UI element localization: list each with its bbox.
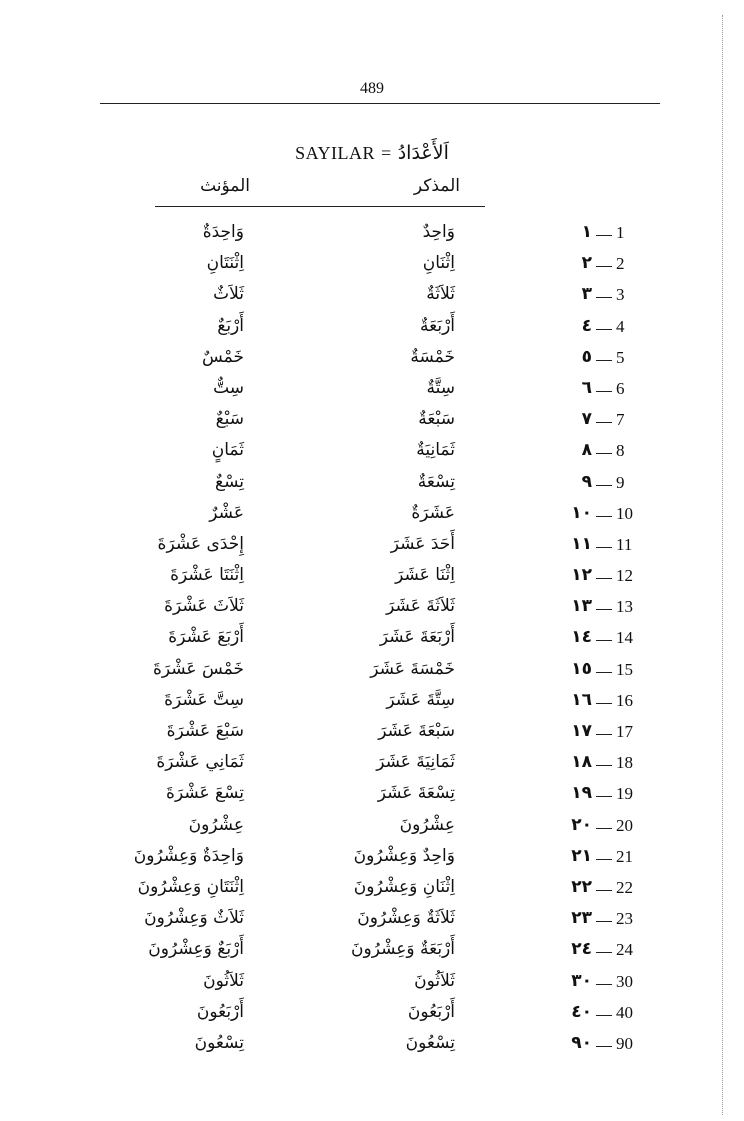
arabic-numeral: ٦ <box>581 377 592 398</box>
table-row <box>0 407 744 438</box>
table-row <box>0 688 744 719</box>
masculine-cell: ثَمَانِيَةَ عَشَرَ <box>376 752 455 773</box>
table-row <box>0 376 744 407</box>
feminine-cell: اِثْنَتَانِ وَعِشْرُونَ <box>137 876 244 897</box>
arabic-numeral: ٨ <box>581 440 592 461</box>
column-header-rule <box>155 206 485 207</box>
latin-numeral: 5 <box>616 347 625 367</box>
dash-separator <box>596 297 612 298</box>
table-row <box>0 719 744 750</box>
table-row <box>0 594 744 625</box>
feminine-cell: خَمْسَ عَشْرَةَ <box>152 658 244 679</box>
table-row <box>0 251 744 282</box>
feminine-cell: ثَمَانٍ <box>211 440 244 461</box>
latin-numeral: 6 <box>616 378 625 398</box>
feminine-cell: سِتٌّ <box>213 377 244 398</box>
feminine-cell: خَمْسٌ <box>201 346 244 367</box>
table-row <box>0 813 744 844</box>
masculine-cell: سَبْعَةٌ <box>418 409 455 430</box>
arabic-numeral: ٩٠ <box>571 1032 592 1053</box>
feminine-cell: عِشْرُونَ <box>188 814 244 835</box>
latin-numeral: 20 <box>616 815 633 835</box>
table-row <box>0 657 744 688</box>
latin-numeral: 2 <box>616 254 625 274</box>
title-arabic: اَلأَعْدَادُ <box>397 142 449 164</box>
table-row <box>0 532 744 563</box>
feminine-cell: ثَمَانِي عَشْرَةَ <box>156 752 244 773</box>
feminine-cell: ثَلاَثُونَ <box>203 970 244 991</box>
latin-numeral: 12 <box>616 566 633 586</box>
latin-numeral: 9 <box>616 472 625 492</box>
masculine-cell: خَمْسَةٌ <box>410 346 455 367</box>
masculine-cell: سَبْعَةَ عَشَرَ <box>378 721 455 741</box>
title-latin: SAYILAR <box>295 143 375 163</box>
feminine-cell: عَشْرٌ <box>209 502 244 523</box>
masculine-cell: تِسْعَةَ عَشَرَ <box>377 783 455 804</box>
arabic-numeral: ٣٠ <box>571 970 592 991</box>
arabic-numeral: ٢٢ <box>571 876 592 897</box>
dash-separator <box>596 235 612 236</box>
column-header-masculine: المذكر <box>413 176 460 196</box>
masculine-cell: أَرْبَعَةٌ <box>420 315 455 336</box>
latin-numeral: 21 <box>616 846 633 866</box>
latin-numeral: 8 <box>616 441 625 461</box>
latin-numeral: 17 <box>616 722 633 741</box>
numbers-table <box>0 220 744 1062</box>
feminine-cell: اِثْنَتَا عَشْرَةَ <box>170 565 244 586</box>
masculine-cell: خَمْسَةَ عَشَرَ <box>370 658 455 679</box>
feminine-cell: تِسْعٌ <box>215 471 244 492</box>
dash-separator <box>596 453 612 454</box>
arabic-numeral: ٩ <box>581 471 592 492</box>
dash-separator <box>596 640 612 641</box>
feminine-cell: ثَلاَثَ عَشْرَةَ <box>164 596 244 617</box>
table-row <box>0 875 744 906</box>
feminine-cell: سَبْعَ عَشْرَةَ <box>166 721 244 741</box>
feminine-cell: أَرْبَعٌ <box>217 315 244 336</box>
arabic-numeral: ١٤ <box>571 627 592 648</box>
masculine-cell: ثَلاَثَةَ عَشَرَ <box>386 596 455 617</box>
latin-numeral: 11 <box>616 534 633 554</box>
masculine-cell: ثَلاَثَةٌ وَعِشْرُونَ <box>357 908 455 929</box>
arabic-numeral: ٣ <box>581 284 592 305</box>
table-row <box>0 1031 744 1062</box>
feminine-cell: وَاحِدَةٌ <box>202 222 244 242</box>
arabic-numeral: ١ <box>581 222 592 242</box>
masculine-cell: عَشَرَةٌ <box>411 502 455 523</box>
latin-numeral: 1 <box>616 223 625 242</box>
masculine-cell: أَرْبَعَةٌ وَعِشْرُونَ <box>351 939 455 960</box>
masculine-cell: وَاحِدٌ وَعِشْرُونَ <box>353 845 455 866</box>
arabic-numeral: ١٢ <box>571 565 592 586</box>
feminine-cell: ثَلاَثٌ <box>213 284 244 305</box>
table-row <box>0 750 744 781</box>
dash-separator <box>596 921 612 922</box>
feminine-cell: تِسْعَ عَشْرَةَ <box>166 783 244 804</box>
arabic-numeral: ٤٠ <box>571 1001 592 1022</box>
masculine-cell: أَرْبَعَةَ عَشَرَ <box>379 627 455 648</box>
latin-numeral: 3 <box>616 285 625 305</box>
masculine-cell: اِثْنَا عَشَرَ <box>395 565 455 586</box>
dash-separator <box>596 329 612 330</box>
arabic-numeral: ٢١ <box>571 845 592 866</box>
dash-separator <box>596 609 612 610</box>
masculine-cell: وَاحِدٌ <box>422 222 455 242</box>
table-row <box>0 781 744 812</box>
table-row <box>0 314 744 345</box>
latin-numeral: 19 <box>616 784 633 804</box>
latin-numeral: 40 <box>616 1002 633 1022</box>
feminine-cell: سَبْعٌ <box>215 409 244 430</box>
title-equals: = <box>381 143 392 163</box>
table-row <box>0 470 744 501</box>
arabic-numeral: ١٠ <box>571 502 592 523</box>
latin-numeral: 30 <box>616 971 633 991</box>
latin-numeral: 23 <box>616 909 633 929</box>
latin-numeral: 14 <box>616 628 633 648</box>
feminine-cell: أَرْبَعُونَ <box>196 1001 244 1022</box>
latin-numeral: 22 <box>616 877 633 897</box>
feminine-cell: ثَلاَثٌ وَعِشْرُونَ <box>144 908 244 929</box>
masculine-cell: ثَمَانِيَةٌ <box>416 440 455 461</box>
dash-separator <box>596 984 612 985</box>
masculine-cell: اِثْنَانِ وَعِشْرُونَ <box>353 876 455 897</box>
dash-separator <box>596 516 612 517</box>
masculine-cell: أَرْبَعُونَ <box>407 1001 455 1022</box>
latin-numeral: 10 <box>616 503 633 523</box>
arabic-numeral: ١٣ <box>571 596 592 617</box>
dash-separator <box>596 859 612 860</box>
masculine-cell: اِثْنَانِ <box>422 253 455 274</box>
masculine-cell: سِتَّةَ عَشَرَ <box>386 689 455 710</box>
dash-separator <box>596 703 612 704</box>
dash-separator <box>596 734 612 735</box>
table-row <box>0 345 744 376</box>
latin-numeral: 15 <box>616 659 633 679</box>
table-row <box>0 282 744 313</box>
feminine-cell: وَاحِدَةٌ وَعِشْرُونَ <box>133 845 244 866</box>
dash-separator <box>596 547 612 548</box>
table-row <box>0 844 744 875</box>
masculine-cell: تِسْعَةٌ <box>417 471 455 492</box>
dash-separator <box>596 485 612 486</box>
masculine-cell: ثَلاَثُونَ <box>414 970 455 991</box>
masculine-cell: تِسْعُونَ <box>405 1032 455 1053</box>
latin-numeral: 7 <box>616 410 625 430</box>
table-row <box>0 969 744 1000</box>
dash-separator <box>596 796 612 797</box>
feminine-cell: أَرْبَعٌ وَعِشْرُونَ <box>148 939 244 960</box>
feminine-cell: إِحْدَى عَشْرَةَ <box>157 533 244 554</box>
arabic-numeral: ٤ <box>581 315 592 336</box>
feminine-cell: أَرْبَعَ عَشْرَةَ <box>168 627 244 648</box>
table-row <box>0 220 744 251</box>
feminine-cell: تِسْعُونَ <box>194 1032 244 1053</box>
dash-separator <box>596 952 612 953</box>
column-header-feminine: المؤنث <box>200 176 250 196</box>
arabic-numeral: ٢٠ <box>571 814 592 835</box>
arabic-numeral: ١٨ <box>571 752 592 773</box>
arabic-numeral: ٢٤ <box>571 939 592 960</box>
dash-separator <box>596 828 612 829</box>
latin-numeral: 24 <box>616 940 633 960</box>
table-title <box>0 142 744 164</box>
latin-numeral: 18 <box>616 753 633 773</box>
dash-separator <box>596 1046 612 1047</box>
dash-separator <box>596 1015 612 1016</box>
table-row <box>0 906 744 937</box>
dash-separator <box>596 391 612 392</box>
masculine-cell: ثَلاَثَةٌ <box>426 284 455 305</box>
arabic-numeral: ٧ <box>581 409 592 430</box>
dash-separator <box>596 422 612 423</box>
arabic-numeral: ١٥ <box>571 658 592 679</box>
table-row <box>0 937 744 968</box>
masculine-cell: أَحَدَ عَشَرَ <box>390 533 455 554</box>
feminine-cell: سِتَّ عَشْرَةَ <box>164 689 244 710</box>
latin-numeral: 13 <box>616 597 633 617</box>
arabic-numeral: ١٦ <box>571 689 592 710</box>
dash-separator <box>596 266 612 267</box>
dash-separator <box>596 360 612 361</box>
arabic-numeral: ٥ <box>581 346 592 367</box>
table-row <box>0 563 744 594</box>
arabic-numeral: ١٧ <box>571 721 592 741</box>
table-row <box>0 1000 744 1031</box>
feminine-cell: اِثْنَتَانِ <box>206 253 244 274</box>
table-row <box>0 625 744 656</box>
latin-numeral: 16 <box>616 690 633 710</box>
masculine-cell: سِتَّةٌ <box>426 377 455 398</box>
arabic-numeral: ٢ <box>581 253 592 274</box>
arabic-numeral: ٢٣ <box>571 908 592 929</box>
page-number: 489 <box>360 80 384 97</box>
dash-separator <box>596 672 612 673</box>
table-row <box>0 501 744 532</box>
arabic-numeral: ١٩ <box>571 783 592 804</box>
header-rule <box>100 103 660 104</box>
dash-separator <box>596 765 612 766</box>
dash-separator <box>596 890 612 891</box>
dash-separator <box>596 578 612 579</box>
masculine-cell: عِشْرُونَ <box>399 814 455 835</box>
latin-numeral: 90 <box>616 1033 633 1053</box>
arabic-numeral: ١١ <box>571 533 592 554</box>
table-row <box>0 438 744 469</box>
latin-numeral: 4 <box>616 316 625 336</box>
